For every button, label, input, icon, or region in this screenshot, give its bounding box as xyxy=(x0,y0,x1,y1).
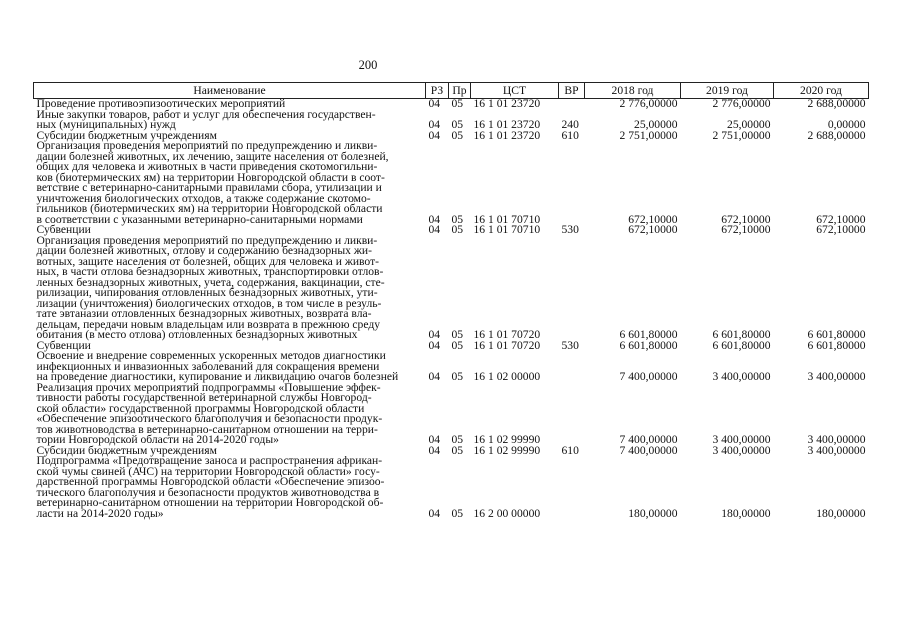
name-line: общих для человека и животных в части приведения скотомогильни- xyxy=(36,160,378,173)
cell-2020: 3 400,00000 xyxy=(807,443,866,457)
name-line: Субсидии бюджетным учреждениям xyxy=(36,128,217,142)
header-2018: 2018 год xyxy=(585,83,681,99)
cell-2018: 7 400,00000 xyxy=(619,443,678,457)
cell-2020: 6 601,80000 xyxy=(807,338,866,352)
cell-2018: 25,00000 xyxy=(634,118,678,131)
cell-vr xyxy=(559,99,585,110)
cell-2018: 180,00000 xyxy=(628,506,678,520)
cell-rz: 04 xyxy=(428,328,441,341)
name-line: тивности работы государственной ветеринарной службы Новгород- xyxy=(36,391,372,404)
cell-cst: 16 1 01 70720 xyxy=(473,338,541,352)
header-pr: Пр xyxy=(449,83,471,99)
cell-pr: 05 xyxy=(451,328,464,341)
name-line: вотных, защите населения от болезней, общих для человека и живот- xyxy=(36,254,380,268)
cell-pr: 05 xyxy=(451,370,464,383)
name-line: тов животноводства в ветеринарно-санитарном отношении на терри- xyxy=(36,422,378,436)
cell-2020: 2 688,00000 xyxy=(807,97,866,110)
header-cst: ЦСТ xyxy=(471,83,559,99)
name-line: гильников (биотермических ям) на территории Новгородской области xyxy=(36,202,383,215)
cell-vr: 530 xyxy=(561,338,579,352)
name-line: Подпрограмма «Предотвращение заноса и распространения африкан- xyxy=(36,454,383,467)
cell-vr: 530 xyxy=(561,223,579,236)
name-line: тории Новгородской области на 2014-2020 годы» xyxy=(36,433,279,446)
name-line: Субвенции xyxy=(36,223,91,236)
cell-2020: 0,00000 xyxy=(827,118,866,131)
cell-2019: 3 400,00000 xyxy=(712,443,771,457)
cell-cst: 16 1 01 70720 xyxy=(473,328,541,341)
cell-pr: 05 xyxy=(451,433,464,446)
cell-vr xyxy=(559,456,585,519)
cell-rz: 04 xyxy=(428,433,441,446)
name-line: Освоение и внедрение современных ускоренных методов диагностики xyxy=(36,349,386,362)
cell-rz: 04 xyxy=(428,370,441,383)
cell-rz: 04 xyxy=(428,443,441,457)
name-line: дации болезней животных, отлову и содержанию безнадзорных жи- xyxy=(36,244,372,257)
cell-rz: 04 xyxy=(428,506,441,520)
name-line: ской области» государственной программы Новгородской области xyxy=(36,401,365,415)
cell-2020: 3 400,00000 xyxy=(807,433,866,446)
cell-2019: 2 776,00000 xyxy=(712,97,771,110)
cell-cst: 16 1 02 00000 xyxy=(473,370,541,383)
cell-name xyxy=(34,351,426,383)
cell-name xyxy=(34,380,426,446)
name-line: дации болезней животных, их лечению, защите населения от болезней, xyxy=(36,149,389,163)
cell-2018: 2 751,00000 xyxy=(619,128,678,142)
cell-2018: 6 601,80000 xyxy=(619,338,678,352)
cell-2020: 2 688,00000 xyxy=(807,128,866,142)
header-2019: 2019 год xyxy=(681,83,774,99)
name-line: ков (биотермических ям) на территории Новгородской области в соот- xyxy=(36,170,385,184)
cell-pr: 05 xyxy=(451,212,464,226)
cell-cst: 16 1 01 70710 xyxy=(473,223,541,236)
budget-table xyxy=(33,82,869,519)
cell-vr xyxy=(559,236,585,341)
cell-rz: 04 xyxy=(428,212,441,226)
name-line: Реализация прочих мероприятий подпрограммы «Повышение эффек- xyxy=(36,380,381,394)
cell-pr: 05 xyxy=(451,338,464,352)
cell-cst: 16 1 01 70710 xyxy=(473,212,541,226)
cell-2019: 180,00000 xyxy=(721,506,771,520)
cell-2019: 6 601,80000 xyxy=(712,338,771,352)
name-line: Субсидии бюджетным учреждениям xyxy=(36,443,217,457)
cell-cst: 16 1 01 23720 xyxy=(473,128,541,142)
cell-2019: 2 751,00000 xyxy=(712,128,771,142)
cell-2020: 3 400,00000 xyxy=(807,370,866,383)
name-line: ных, в части отлова безнадзорных животных, транспортировки отлов- xyxy=(36,265,384,278)
table-row xyxy=(34,110,869,131)
cell-vr xyxy=(559,351,585,383)
table-body xyxy=(34,99,869,520)
name-line: Иные закупки товаров, работ и услуг для обеспечения государствен- xyxy=(36,107,376,121)
cell-vr xyxy=(559,383,585,446)
name-line: ветеринарно-санитарном отношении на территории Новгородской об- xyxy=(36,496,384,509)
name-line: в соответствии с указанными ветеринарно-санитарными нормами xyxy=(36,212,363,226)
cell-name xyxy=(34,141,426,225)
table-row xyxy=(34,456,869,519)
cell-pr: 05 xyxy=(451,118,464,131)
cell-2020: 672,10000 xyxy=(816,223,866,236)
cell-rz: 04 xyxy=(428,97,441,110)
name-line: ленных безнадзорных животных, учета, содержания, вакцинации, сте- xyxy=(36,275,385,289)
cell-vr xyxy=(559,141,585,225)
name-line: Проведение противоэпизоотических мероприятий xyxy=(36,97,286,110)
name-line: ласти на 2014-2020 годы» xyxy=(36,506,164,520)
name-line: уничтожения биологических отходов, а также содержание скотомо- xyxy=(36,191,371,205)
page-number: 200 xyxy=(358,58,378,72)
cell-name xyxy=(34,233,426,341)
cell-2018: 672,10000 xyxy=(628,223,678,236)
cell-2019: 672,10000 xyxy=(721,212,771,226)
cell-2018: 672,10000 xyxy=(628,212,678,226)
cell-2019: 6 601,80000 xyxy=(712,328,771,341)
name-line: рилизации, чипирования отловленных безнадзорных животных, ути- xyxy=(36,286,378,299)
cell-name xyxy=(34,456,426,519)
cell-2018: 2 776,00000 xyxy=(619,97,678,110)
cell-2018: 7 400,00000 xyxy=(619,370,678,383)
cell-rz: 04 xyxy=(428,223,441,236)
name-line: на проведение диагностики, купирование и ликвидацию очагов болезней xyxy=(36,370,399,383)
name-line: ных (муниципальных) нужд xyxy=(36,118,176,131)
name-line: Организация проведения мероприятий по предупреждению и ликви- xyxy=(36,139,378,152)
cell-2019: 3 400,00000 xyxy=(712,433,771,446)
table-row xyxy=(34,383,869,446)
table-row xyxy=(34,351,869,383)
cell-vr: 610 xyxy=(561,128,579,142)
cell-vr: 240 xyxy=(561,118,579,131)
cell-2020: 180,00000 xyxy=(816,506,866,520)
header-2020: 2020 год xyxy=(774,83,869,99)
header-rz: РЗ xyxy=(426,83,449,99)
cell-name xyxy=(34,107,426,131)
cell-rz: 04 xyxy=(428,338,441,352)
name-line: лизации (уничтожения) биологических отходов, в том числе в резуль- xyxy=(36,296,382,310)
cell-pr: 05 xyxy=(451,506,464,520)
cell-pr: 05 xyxy=(451,443,464,457)
cell-cst: 16 1 01 23720 xyxy=(473,118,541,131)
name-line: Субвенции xyxy=(36,338,91,352)
cell-2020: 6 601,80000 xyxy=(807,328,866,341)
name-line: ветствие с ветеринарно-санитарными правилами сбора, утилизации и xyxy=(36,181,382,194)
cell-pr: 05 xyxy=(451,223,464,236)
name-line: тического благополучия и безопасности продуктов животноводства в xyxy=(36,485,380,499)
cell-2018: 7 400,00000 xyxy=(619,433,678,446)
name-line: ской чумы свиней (АЧС) на территории Новгородской области» госу- xyxy=(36,464,380,478)
cell-pr: 05 xyxy=(451,128,464,142)
cell-2019: 25,00000 xyxy=(727,118,771,131)
cell-cst: 16 2 00 00000 xyxy=(473,506,541,520)
cell-vr: 610 xyxy=(561,443,579,457)
name-line: «Обеспечение эпизоотического благополучия и безопасности продук- xyxy=(36,412,383,425)
cell-cst: 16 1 01 23720 xyxy=(473,97,541,110)
cell-pr: 05 xyxy=(451,97,464,110)
cell-2018: 6 601,80000 xyxy=(619,328,678,341)
cell-2020: 672,10000 xyxy=(816,212,866,226)
name-line: инфекционных и инвазионных заболеваний для сокращения времени xyxy=(36,359,380,373)
cell-rz: 04 xyxy=(428,118,441,131)
table-row xyxy=(34,141,869,225)
name-line: обитания (в место отлова) отловленных безнадзорных животных xyxy=(36,328,358,341)
cell-2019: 672,10000 xyxy=(721,223,771,236)
name-line: Организация проведения мероприятий по предупреждению и ликви- xyxy=(36,233,378,247)
cell-cst: 16 1 02 99990 xyxy=(473,443,541,457)
cell-cst: 16 1 02 99990 xyxy=(473,433,541,446)
name-line: дарственной программы Новгородской области «Обеспечение эпизоо- xyxy=(36,475,385,488)
name-line: тате эвтаназии отловленных безнадзорных животных, возврата вла- xyxy=(36,307,372,320)
name-line: дельцам, передачи новым владельцам или возврата в прежнюю среду xyxy=(36,317,381,331)
table-row xyxy=(34,236,869,341)
cell-2019: 3 400,00000 xyxy=(712,370,771,383)
header-vr: ВР xyxy=(559,83,585,99)
cell-rz: 04 xyxy=(428,128,441,142)
header-name: Наименование xyxy=(34,83,426,99)
